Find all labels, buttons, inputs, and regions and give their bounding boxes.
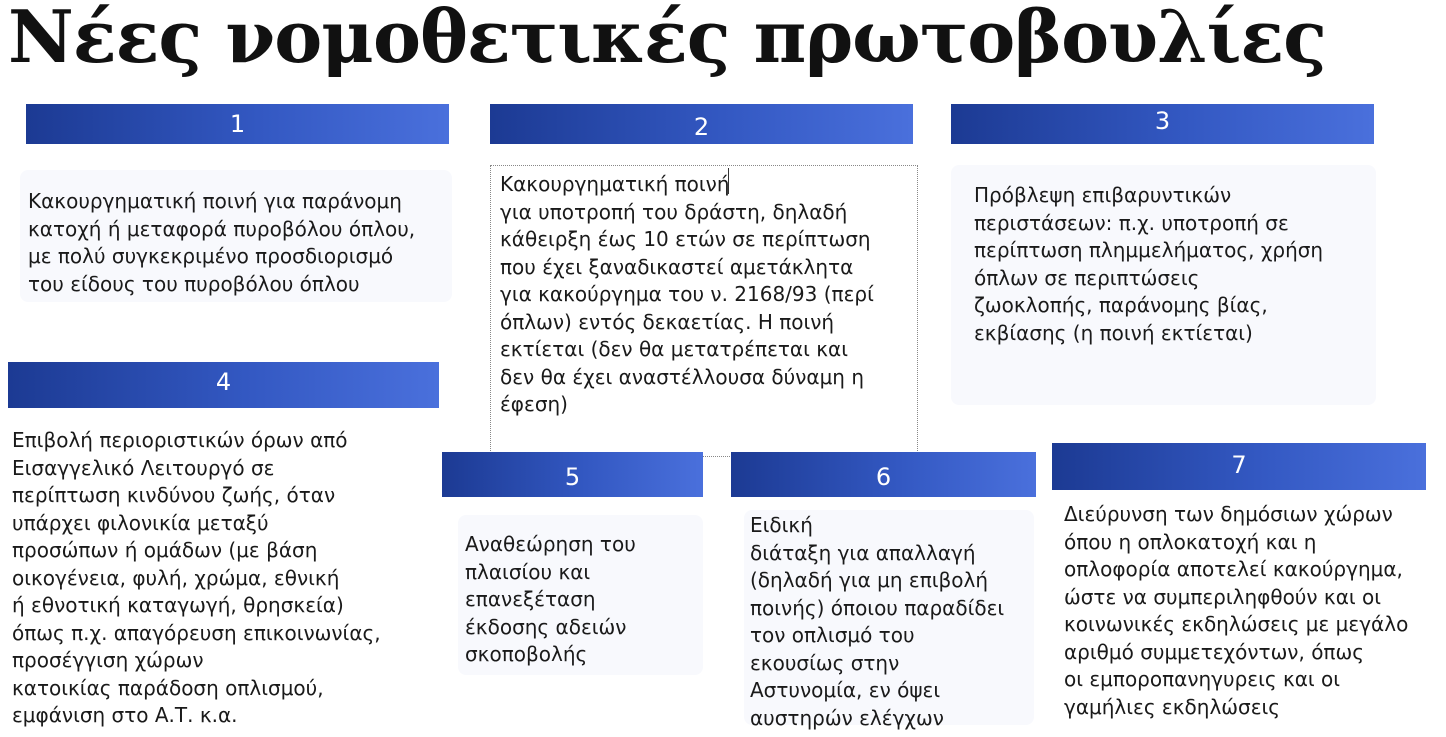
item-1-number: 1	[229, 110, 246, 138]
item-7-text[interactable]: Διεύρυνση των δημόσιων χώρων όπου η οπλοκατοχή και η οπλοφορία αποτελεί κακούργημα, ώστε να συμπεριληφθούν και οι κοινωνικές εκδηλώσεις με μεγάλο αριθμό συμμετεχόντων, όπως οι εμποροπανηγυρεις και οι γαμήλιες εκδηλώσεις	[1064, 502, 1409, 719]
item-4-number: 4	[215, 368, 232, 396]
item-4-text[interactable]: Επιβολή περιοριστικών όρων από Εισαγγελικό Λειτουργό σε περίπτωση κινδύνου ζωής, όταν υπάρχει φιλονικία μεταξύ προσώπων ή ομάδων (με βάση οικογένεια, φυλή, χρώμα, εθνική ή εθνοτική καταγωγή, θρησκεία) όπως π.χ. απαγόρευση επικοινωνίας, προσέγγιση χώρων κατοικίας παράδοση οπλισμού, εμφάνιση στο Α.Τ. κ.α.	[12, 428, 381, 727]
item-3-text[interactable]: Πρόβλεψη επιβαρυντικών περιστάσεων: π.χ. υποτροπή σε περίπτωση πλημμελήματος, χρήση όπλων σε περιπτώσεις ζωοκλοπής, παράνομης βίας, εκβίασης (η ποινή εκτίεται)	[974, 183, 1324, 345]
item-4-number-bar	[8, 362, 439, 408]
item-7-number: 7	[1231, 451, 1247, 479]
item-6-number: 6	[875, 462, 892, 491]
item-6-text[interactable]: Ειδική διάταξη για απαλλαγή (δηλαδή για μη επιβολή ποινής) όποιου παραδίδει τον οπλισμό του εκουσίως στην Αστυνομία, εν όψει αυστηρών ελέγχων	[750, 513, 1005, 730]
item-5-number: 5	[564, 462, 581, 491]
item-2-text[interactable]: Κακουργηματική ποινή για υποτροπή του δράστη, δηλαδή κάθειρξη έως 10 ετών σε περίπτωση που έχει ξαναδικαστεί αμετάκλητα για κακούργημα του ν. 2168/93 (περί όπλων) εντός δεκαετίας. Η ποινή εκτίεται (δεν θα μετατρέπεται και δεν θα έχει αναστέλλουσα δύναμη η έφεση)	[500, 172, 874, 416]
item-3-number: 3	[1154, 107, 1171, 135]
item-1-number-bar	[26, 104, 449, 144]
item-5-text[interactable]: Αναθεώρηση του πλαισίου και επανεξέταση έκδοσης αδειών σκοποβολής	[465, 532, 636, 666]
item-2-number: 2	[693, 113, 710, 141]
item-5-number-bar	[442, 452, 703, 497]
item-2-number-bar	[490, 104, 913, 144]
item-1-text[interactable]: Κακουργηματική ποινή για παράνομη κατοχή ή μεταφορά πυροβόλου όπλου, με πολύ συγκεκριμένο προσδιορισμό του είδους του πυροβόλου όπλου	[28, 189, 416, 296]
page-title: Νέες νομοθετικές πρωτοβουλίες	[8, 0, 1327, 79]
item-7-number-bar	[1052, 443, 1426, 490]
item-6-number-bar	[731, 452, 1036, 497]
item-3-number-bar	[951, 104, 1374, 144]
